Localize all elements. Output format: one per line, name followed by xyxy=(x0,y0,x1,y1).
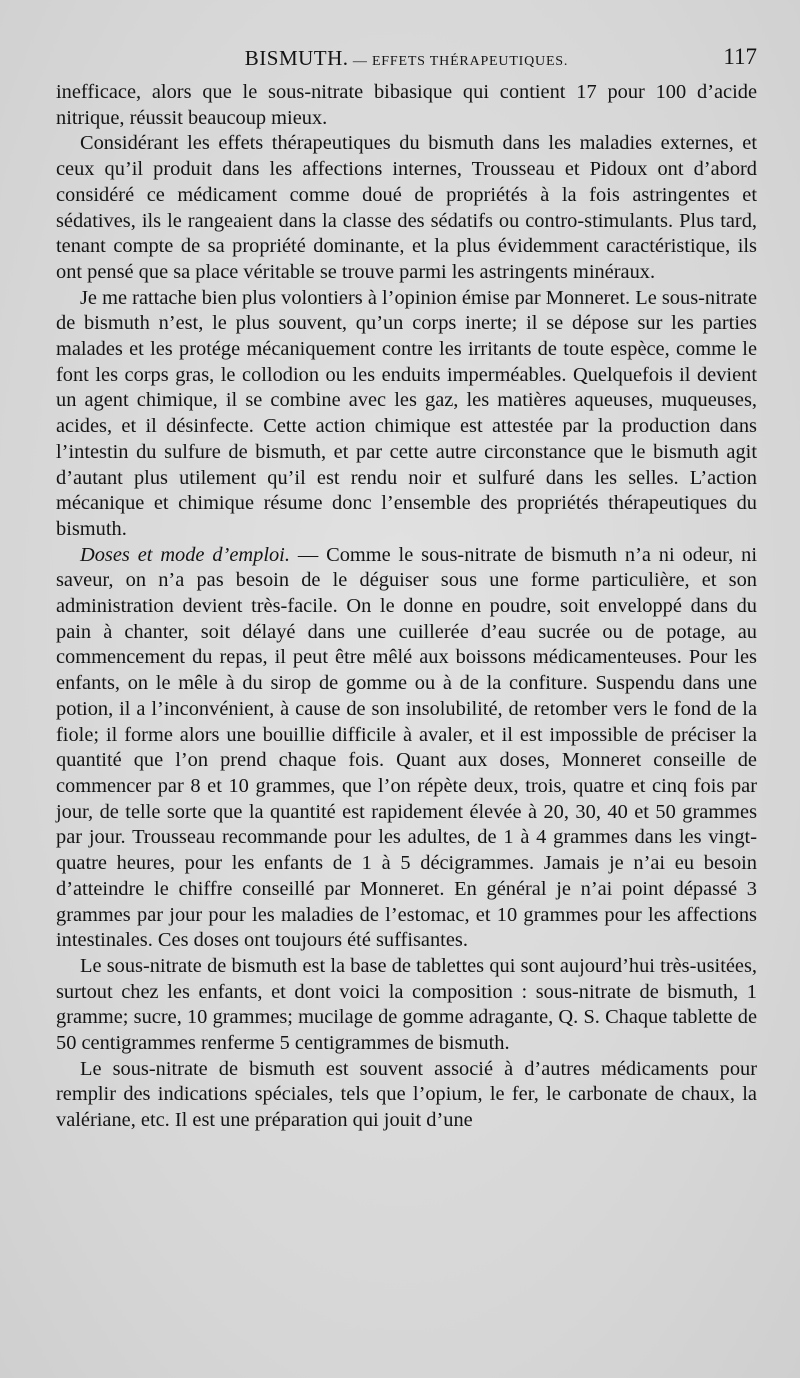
running-header xyxy=(56,44,757,74)
paragraph-4-text: — Comme le sous-nitrate de bismuth n’a ni odeur, ni saveur, on n’a pas besoin de le déguiser sous une forme particulière, et son administration devient très-facile. On le donne en poudre, soit enveloppé dans du pain à chanter, soit délayé dans une cuillerée d’eau sucrée ou de potage, au commencement du repas, il peut être mêlé aux boissons médicamenteuses. Pour les enfants, on le mêle à du sirop de gomme ou à de la confiture. Suspendu dans une potion, il a l’inconvénient, à cause de son insolubilité, de retomber vers le fond de la fiole; il forme alors une bouillie difficile à avaler, et il est impossible de préciser la quantité que l’on prend chaque fois. Quant aux doses, Monneret conseille de commencer par 8 et 10 grammes, que l’on répète deux, trois, quatre et cinq fois par jour, de telle sorte que la quantité est rapidement élevée à 20, 30, 40 et 50 grammes par jour. Trousseau recommande pour les adultes, de 1 à 4 grammes dans les vingt-quatre heures, pour les enfants de 1 à 5 décigrammes. Jamais je n’ai eu besoin d’atteindre le chiffre conseillé par Monneret. En général je n’ai point dépassé 3 grammes par jour pour les maladies de l’estomac, et 10 grammes pour les affections intestinales. Ces doses ont toujours été suffisantes. xyxy=(56,543,757,952)
paragraph-6: Le sous-nitrate de bismuth est souvent associé à d’autres médicaments pour remplir des indications spéciales, tels que l’opium, le fer, le carbonate de chaux, la valériane, etc. Il est une préparation qui jouit d’une xyxy=(56,1057,757,1132)
paragraph-5: Le sous-nitrate de bismuth est la base de tablettes qui sont aujourd’hui très-usitées, surtout chez les enfants, et dont voici la composition : sous-nitrate de bismuth, 1 gramme; sucre, 10 grammes; mucilage de gomme adragante, Q. S. Chaque tablette de 50 centigrammes renferme 5 centigrammes de bismuth. xyxy=(56,954,757,1055)
running-title xyxy=(56,46,757,71)
section-lead: Doses et mode d’emploi. xyxy=(80,543,290,566)
paragraph-2: Considérant les effets thérapeutiques du bismuth dans les maladies externes, et ceux qu’il produit dans les affections internes, Trousseau et Pidoux ont d’abord considéré ce médicament comme doué de propriétés à la fois astringentes et sédatives, ils le rangeaient dans la classe des sédatifs ou contro-stimulants. Plus tard, tenant compte de sa propriété dominante, et la plus évidemment caractéristique, ils ont pensé que sa place véritable se trouve parmi les astringents minéraux. xyxy=(56,132,757,283)
paragraph-1: inefficace, alors que le sous-nitrate bibasique qui contient 17 pour 100 d’acide nitrique, réussit beaucoup mieux. xyxy=(56,81,757,129)
page-number: 117 xyxy=(723,44,757,69)
body-text xyxy=(56,80,757,1134)
paragraph-3: Je me rattache bien plus volontiers à l’opinion émise par Monneret. Le sous-nitrate de bismuth n’est, le plus souvent, qu’un corps inerte; il se dépose sur les parties malades et les protége mécaniquement contre les irritants de toute espèce, comme le font les corps gras, le collodion ou les enduits imperméables. Quelquefois il devient un agent chimique, il se combine avec les gaz, les matières aqueuses, muqueuses, acides, et il désinfecte. Cette action chimique est attestée par la production dans l’intestin du sulfure de bismuth, et par cette autre circonstance que le bismuth agit d’autant plus utilement qu’il est rendu noir et sulfuré dans les selles. L’action mécanique et chimique résume donc l’ensemble des propriétés thérapeutiques du bismuth. xyxy=(56,286,757,540)
title-main: BISMUTH. xyxy=(244,46,349,70)
title-rest: — EFFETS THÉRAPEUTIQUES. xyxy=(348,54,569,69)
paragraph-4 xyxy=(56,543,757,954)
